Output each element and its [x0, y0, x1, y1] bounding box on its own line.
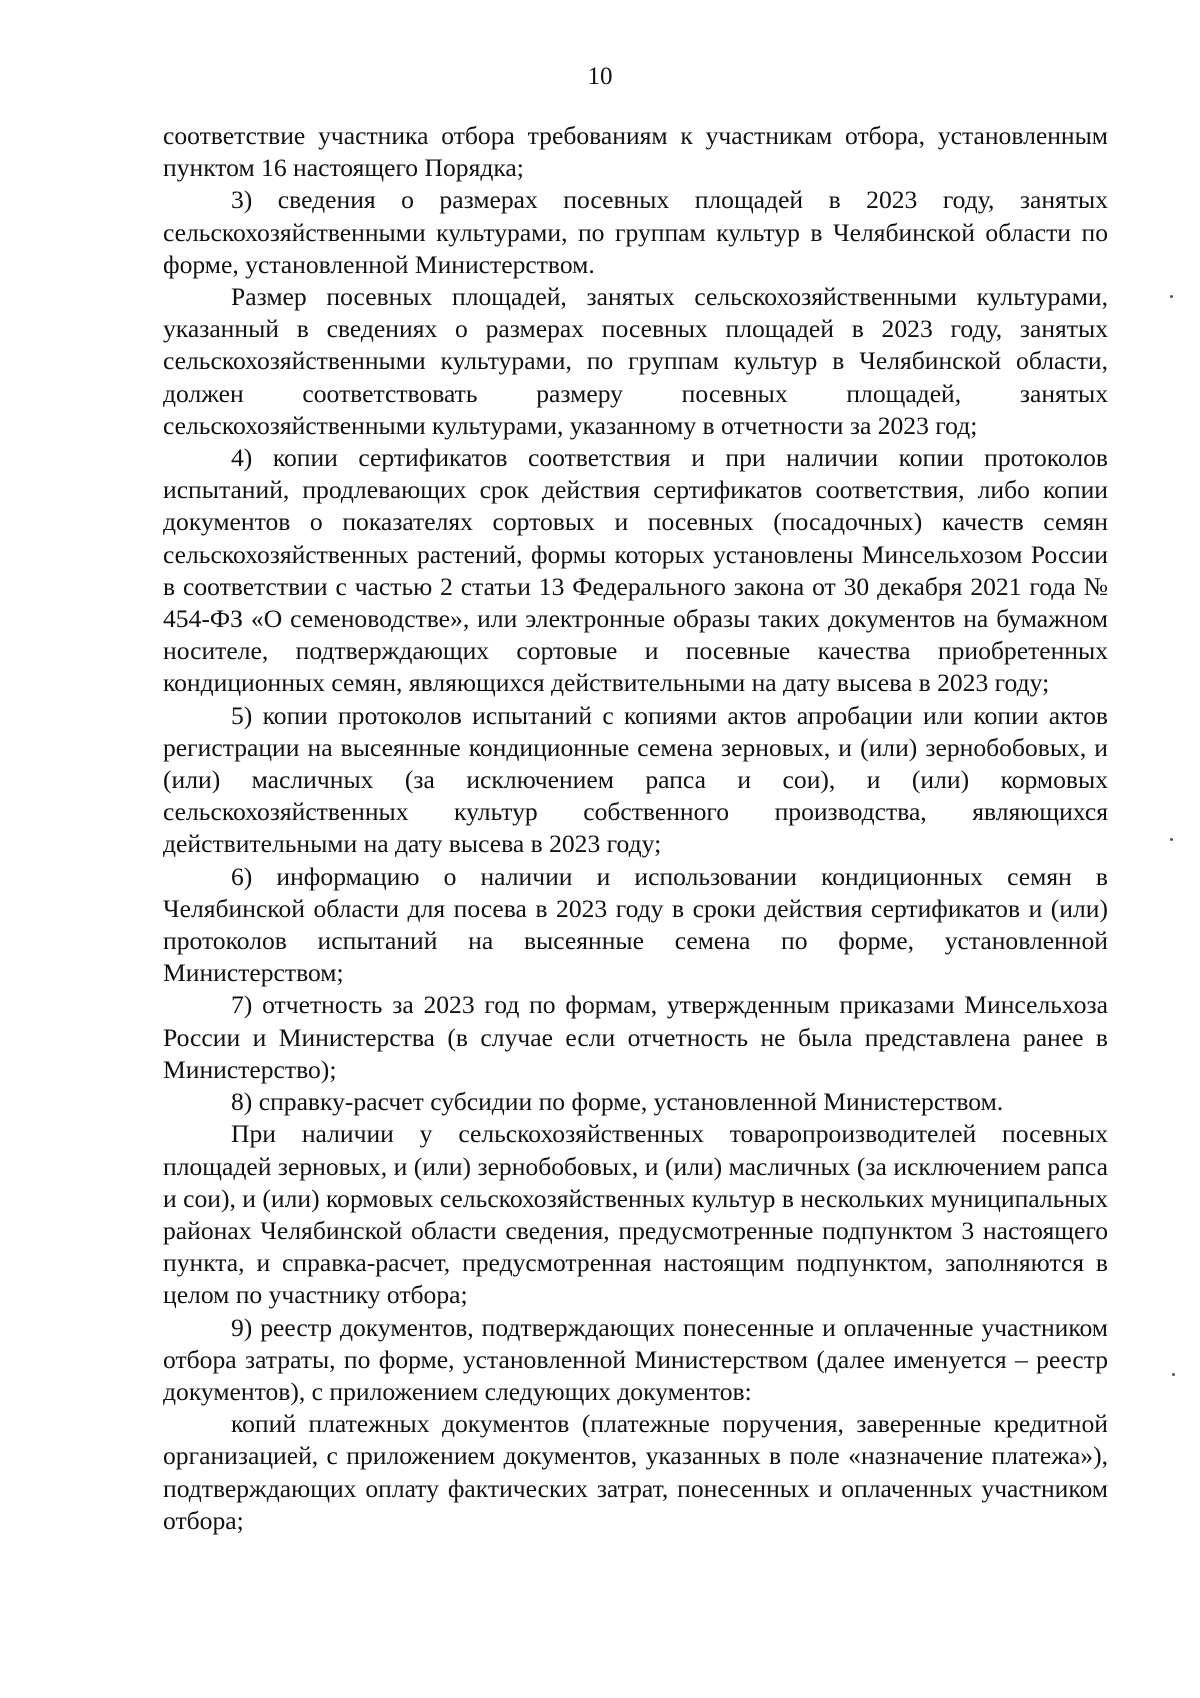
paragraph-5: 5) копии протоколов испытаний с копиями актов апробации или копии актов регистрации на высеянные кондиционные семена зерновых, и (или) зернобобовых, и (или) масличных (за исключением рапса и сои), и (или) кормовых сельскохозяйственных культур собственного производства, являющихся действительными на дату высева в 2023 году;: [163, 700, 1108, 859]
scan-speck: [1170, 838, 1173, 841]
paragraph-8: 8) справку-расчет субсидии по форме, установленной Министерством.: [231, 1087, 1004, 1117]
paragraph-2: 3) сведения о размерах посевных площадей в 2023 году, занятых сельскохозяйственными культурами, по группам культур в Челябинской области по форме, установленной Министерством.: [163, 185, 1108, 279]
paragraph-1: соответствие участника отбора требованиям к участникам отбора, установленным пунктом 16 настоящего Порядка;: [163, 121, 1108, 183]
paragraph-11: копий платежных документов (платежные поручения, заверенные кредитной организацией, с приложением документов, указанных в поле «назначение платежа»), подтверждающих оплату фактических затрат, понесенных и оплаченных участником отбора;: [163, 1409, 1108, 1535]
paragraph-4: 4) копии сертификатов соответствия и при наличии копии протоколов испытаний, продлевающих срок действия сертификатов соответствия, либо копии документов о показателях сортовых и посевных (посадочных) качеств семян сельскохозяйственных растений, формы которых установлены Минсельхозом России в соответствии с частью 2 статьи 13 Федерального закона от 30 декабря 2021 года № 454-ФЗ «О семеноводстве», или электронные образы таких документов на бумажном носителе, подтверждающих сортовые и посевные качества приобретенных кондиционных семян, являющихся действительными на дату высева в 2023 году;: [163, 443, 1108, 698]
scan-speck: [1170, 295, 1173, 298]
paragraph-9: При наличии у сельскохозяйственных товаропроизводителей посевных площадей зерновых, и (или) зернобобовых, и (или) масличных (за исключением рапса и сои), и (или) кормовых сельскохозяйственных культур в нескольких муниципальных районах Челябинской области сведения, предусмотренные подпунктом 3 настоящего пункта, и справка-расчет, предусмотренная настоящим подпунктом, заполняются в целом по участнику отбора;: [163, 1119, 1108, 1310]
scan-speck: [1172, 1373, 1175, 1376]
paragraph-6: 6) информацию о наличии и использовании кондиционных семян в Челябинской области для посева в 2023 году в сроки действия сертификатов и (или) протоколов испытаний на высеянные семена по форме, установленной Министерством;: [163, 861, 1108, 988]
paragraph-3: Размер посевных площадей, занятых сельскохозяйственными культурами, указанный в сведениях о размерах посевных площадей в 2023 году, занятых сельскохозяйственными культурами, по группам культур в Челябинской области, должен соответствовать размеру посевных площадей, занятых сельскохозяйственными культурами, указанному в отчетности за 2023 год;: [163, 282, 1108, 440]
document-body: [163, 120, 1108, 1537]
paragraph-10: 9) реестр документов, подтверждающих понесенные и оплаченные участником отбора затраты, по форме, установленной Министерством (далее именуется – реестр документов), с приложением следующих документов:: [163, 1312, 1108, 1406]
page-number: 10: [587, 63, 613, 90]
paragraph-7: 7) отчетность за 2023 год по формам, утвержденным приказами Минсельхоза России и Министерства (в случае если отчетность не была представлена ранее в Министерство);: [163, 990, 1108, 1084]
